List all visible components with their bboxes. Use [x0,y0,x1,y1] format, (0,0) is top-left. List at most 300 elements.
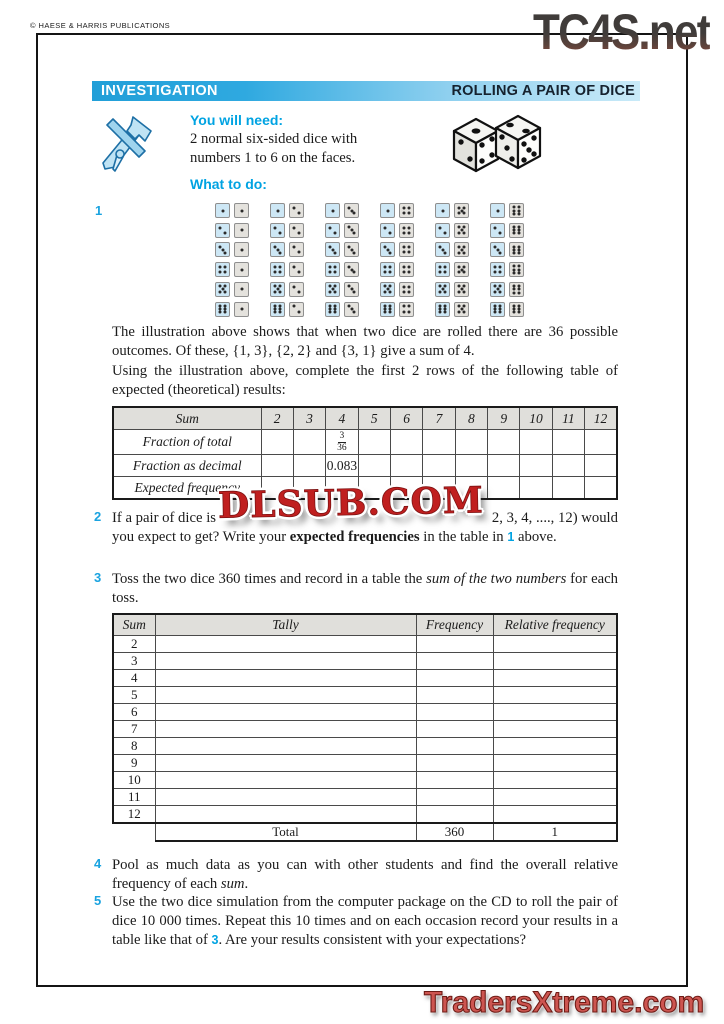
die-pip [279,231,282,234]
table1-col-header: 7 [423,407,455,430]
die-pip [334,231,337,234]
die-pip [224,265,227,268]
blue-die-icon [490,242,505,257]
you-will-need-label: You will need: [190,112,284,128]
die-pip [408,251,411,254]
die-pip [443,311,446,314]
die-pip [298,271,301,274]
table1-col-header: 6 [390,407,422,430]
grey-die-icon [289,282,304,297]
table1-col-header: Sum [113,407,261,430]
watermark-tc4s: TC4S.net [533,4,710,60]
table2-empty-cell [493,636,617,653]
total-row-spacer [113,823,155,841]
investigation-header-bar [92,81,640,101]
table2-empty-cell [155,653,416,670]
table2-empty-cell [416,670,493,687]
blue-die-icon [325,242,340,257]
die-pip [402,251,405,254]
die-pip [517,232,520,235]
step-2-line2 [112,528,618,547]
blue-die-icon [215,302,230,317]
table2-empty-cell [155,636,416,653]
die-pip [328,265,331,268]
table1-col-header: 10 [520,407,552,430]
die-pip [493,265,496,268]
dice-pair-image [443,109,555,179]
die-pip [279,285,282,288]
die-pip [463,305,466,308]
die-pip [402,285,405,288]
die-pip [463,271,466,274]
die-pip [240,268,243,271]
table1-cell [520,430,552,455]
die-pip [279,271,282,274]
blue-die-icon [435,282,450,297]
table1-cell [488,455,520,477]
die-pip [463,265,466,268]
grey-die-icon [289,223,304,238]
die-pip [273,291,276,294]
die-pip [408,285,411,288]
die-pip [513,212,516,215]
die-pip [499,251,502,254]
step-2-number: 2 [94,509,102,524]
blue-die-icon [435,242,450,257]
table1-row-label: Fraction of total [113,430,261,455]
blue-die-icon [380,282,395,297]
grey-die-icon [509,203,524,218]
grey-die-icon [344,302,359,317]
table2-empty-cell [416,687,493,704]
die-pip [438,265,441,268]
die-pip [444,291,447,294]
die-pip [353,310,356,313]
text-run: you expect to get? Write your [112,529,290,545]
die-pip [408,305,411,308]
die-pip [383,291,386,294]
blue-die-icon [435,302,450,317]
die-pip [328,291,331,294]
die-pip [353,232,356,235]
die-pip [218,226,221,229]
text-run: . Are your results consistent with your expectations? [218,932,527,948]
die-pip [389,285,392,288]
blue-die-icon [435,223,450,238]
grey-die-icon [454,282,469,297]
table2-empty-cell [493,687,617,704]
die-pip [494,311,497,314]
die-pip [438,226,441,229]
grey-die-icon [509,223,524,238]
die-pip [457,271,460,274]
die-pip [441,209,444,212]
table1-col-header: 11 [552,407,584,430]
die-pip [383,271,386,274]
dice-pair [270,203,304,219]
die-pip [408,231,411,234]
dice-pair [435,302,469,318]
die-pip [517,252,520,255]
die-pip [389,271,392,274]
die-pip [402,290,405,293]
step-2-line1-right: 2, 3, 4, ...., 12) would [491,510,618,526]
die-pip [513,252,516,255]
dice-pair [490,223,524,239]
blue-die-icon [215,203,230,218]
tools-icon [93,111,159,177]
blue-die-icon [490,223,505,238]
die-pip [457,310,460,313]
dice-pair [215,242,249,258]
die-pip [298,212,301,215]
grey-die-icon [399,262,414,277]
die-pip [499,231,502,234]
text-run: above. [514,529,557,545]
grey-die-icon [344,262,359,277]
table2-empty-cell [493,755,617,772]
table1-cell [423,455,455,477]
die-pip [402,212,405,215]
blue-die-icon [270,262,285,277]
header-right-label: ROLLING A PAIR OF DICE [451,83,635,99]
blue-die-icon [380,242,395,257]
die-pip [292,305,295,308]
table2-empty-cell [155,670,416,687]
table1-row-label: Expected frequency [113,477,261,500]
table1-col-header: 4 [326,407,358,430]
die-pip [499,291,502,294]
die-pip [513,311,516,314]
die-pip [353,212,356,215]
dice-pair [435,203,469,219]
die-pip [463,251,466,254]
table1-col-header: 5 [358,407,390,430]
die-pip [402,310,405,313]
die-pip [444,251,447,254]
table2-sum-cell: 9 [113,755,155,772]
die-pip [298,251,301,254]
die-pip [463,232,466,235]
die-pip [389,265,392,268]
die-pip [353,271,356,274]
die-pip [408,206,411,209]
dice-outcomes-grid [215,203,535,321]
table2-empty-cell [493,806,617,824]
table2-sum-cell: 7 [113,721,155,738]
watermark-tradersxtreme: TradersXtreme.com [424,986,705,1019]
grey-die-icon [399,282,414,297]
blue-die-icon [380,203,395,218]
die-pip [402,226,405,229]
blue-die-icon [490,262,505,277]
die-pip [402,305,405,308]
grey-die-icon [399,302,414,317]
table2-col-header: Tally [155,614,416,636]
die-pip [463,226,466,229]
die-pip [240,209,243,212]
dice-pair [380,242,414,258]
blue-die-icon [325,302,340,317]
die-pip [389,231,392,234]
text-run: for each toss. [112,571,619,606]
die-pip [292,226,295,229]
die-pip [513,291,516,294]
die-pip [493,226,496,229]
table2-sum-cell: 8 [113,738,155,755]
table2-empty-cell [493,704,617,721]
die-pip [457,232,460,235]
die-pip [408,212,411,215]
table2-empty-cell [155,806,416,824]
grey-die-icon [509,302,524,317]
table1-cell [261,430,293,455]
dice-pair [435,262,469,278]
die-pip [279,265,282,268]
dice-pair [380,223,414,239]
grey-die-icon [454,242,469,257]
dice-pair [490,302,524,318]
blue-die-icon [325,223,340,238]
die-pip [463,206,466,209]
die-pip [389,291,392,294]
table2-sum-cell: 10 [113,772,155,789]
table2-empty-cell [493,738,617,755]
die-pip [384,311,387,314]
die-pip [438,291,441,294]
die-pip [402,246,405,249]
die-pip [240,248,243,251]
step-4-number: 4 [94,856,102,871]
die-pip [463,246,466,249]
text-run: sum [220,876,245,892]
die-pip [328,226,331,229]
die-pip [331,209,334,212]
die-pip [439,311,442,314]
text-run: expected frequencies [289,529,420,545]
die-pip [279,251,282,254]
dice-pair [215,223,249,239]
grey-die-icon [399,223,414,238]
dice-pair [270,262,304,278]
die-pip [496,209,499,212]
table2-empty-cell [155,789,416,806]
dice-pair [325,223,359,239]
dice-pair [435,242,469,258]
table1-col-header: 9 [488,407,520,430]
die-pip [273,265,276,268]
die-pip [444,231,447,234]
dice-pair [435,223,469,239]
dice-pair [490,262,524,278]
die-pip [517,311,520,314]
total-relative-frequency: 1 [493,823,617,841]
blue-die-icon [380,262,395,277]
die-pip [493,291,496,294]
blue-die-icon [270,282,285,297]
die-pip [438,271,441,274]
blue-die-icon [270,302,285,317]
die-pip [274,311,277,314]
die-pip [444,265,447,268]
die-pip [223,311,226,314]
die-pip [298,310,301,313]
die-pip [329,311,332,314]
die-pip [333,311,336,314]
blue-die-icon [215,242,230,257]
die-pip [219,311,222,314]
dice-pair [380,302,414,318]
die-pip [334,251,337,254]
die-pip [221,209,224,212]
step-3-text [112,570,618,608]
dice-pair [490,203,524,219]
die-pip [292,265,295,268]
table1-cell [261,455,293,477]
blue-die-icon [215,262,230,277]
die-pip [276,209,279,212]
blue-die-icon [325,282,340,297]
dice-pair [270,223,304,239]
dice-pair [215,262,249,278]
dice-pair [490,282,524,298]
grey-die-icon [509,282,524,297]
grey-die-icon [234,203,249,218]
table1-cell [552,477,584,500]
fraction-value: $\frac{3}{36}$ [337,430,347,453]
blue-die-icon [215,282,230,297]
grey-die-icon [509,262,524,277]
step-3-number: 3 [94,570,102,585]
table2-empty-cell [416,721,493,738]
grey-die-icon [234,282,249,297]
die-pip [383,226,386,229]
dice-pair [270,282,304,298]
blue-die-icon [270,203,285,218]
die-pip [402,265,405,268]
table1-cell [358,455,390,477]
table1-col-header: 8 [455,407,487,430]
die-pip [240,308,243,311]
table1-cell [585,455,617,477]
table2-empty-cell [493,653,617,670]
dice-pair [435,282,469,298]
grey-die-icon [454,203,469,218]
step-2-line1-left: If a pair of dice is [112,510,216,526]
die-pip [240,288,243,291]
table2-sum-cell: 12 [113,806,155,824]
grey-die-icon [289,262,304,277]
table2-empty-cell [493,670,617,687]
die-pip [328,271,331,274]
dice-pair [380,262,414,278]
die-pip [278,311,281,314]
die-pip [334,271,337,274]
table2-col-header: Sum [113,614,155,636]
dice-pair [325,302,359,318]
blue-die-icon [435,262,450,277]
grey-die-icon [399,203,414,218]
table1-cell [488,430,520,455]
dice-pair [270,242,304,258]
table1-cell [358,430,390,455]
die-pip [292,285,295,288]
grey-die-icon [344,203,359,218]
table2-col-header: Frequency [416,614,493,636]
table1-cell [326,430,358,455]
grey-die-icon [344,242,359,257]
table2-empty-cell [416,755,493,772]
blue-die-icon [435,203,450,218]
grey-die-icon [344,223,359,238]
die-pip [493,271,496,274]
die-pip [402,231,405,234]
die-pip [273,271,276,274]
step-5-number: 5 [94,893,102,908]
table2-empty-cell [416,738,493,755]
table1-cell: 0.083 [326,455,358,477]
text-run: in the table in [419,529,508,545]
step-1-number: 1 [95,203,103,218]
table2-sum-cell: 2 [113,636,155,653]
dice-pair [380,282,414,298]
die-pip [298,290,301,293]
text-run: . [244,876,249,892]
dice-pair [215,302,249,318]
text-run: sum of the two numbers [426,571,567,587]
die-pip [408,310,411,313]
dice-pair [325,203,359,219]
die-pip [408,246,411,249]
blue-die-icon [380,223,395,238]
die-pip [517,212,520,215]
die-pip [334,291,337,294]
what-to-do-label: What to do: [190,176,267,192]
die-pip [463,291,466,294]
table2-empty-cell [416,636,493,653]
blue-die-icon [325,262,340,277]
table2-empty-cell [416,789,493,806]
grey-die-icon [234,302,249,317]
table2-sum-cell: 11 [113,789,155,806]
table2-empty-cell [155,704,416,721]
die-pip [517,271,520,274]
header-left-label: INVESTIGATION [101,83,218,99]
table1-cell [455,455,487,477]
die-pip [402,271,405,274]
dice-pair [325,262,359,278]
table1-cell [520,455,552,477]
die-pip [499,265,502,268]
die-pip [218,265,221,268]
grey-die-icon [289,242,304,257]
watermark-dlsub: DLSUB.COM [217,479,485,527]
grey-die-icon [454,223,469,238]
table1-col-header: 3 [293,407,325,430]
die-pip [240,229,243,232]
intro-paragraph-2: Using the illustration above, complete the first 2 rows of the following table of expected (theoretical) results: [112,363,618,398]
tally-table [112,613,618,842]
die-pip [386,209,389,212]
table1-cell [390,430,422,455]
grey-die-icon [234,242,249,257]
table1-cell [423,430,455,455]
die-pip [513,271,516,274]
die-pip [463,212,466,215]
table2-empty-cell [155,738,416,755]
table1-cell [585,477,617,500]
blue-die-icon [490,302,505,317]
